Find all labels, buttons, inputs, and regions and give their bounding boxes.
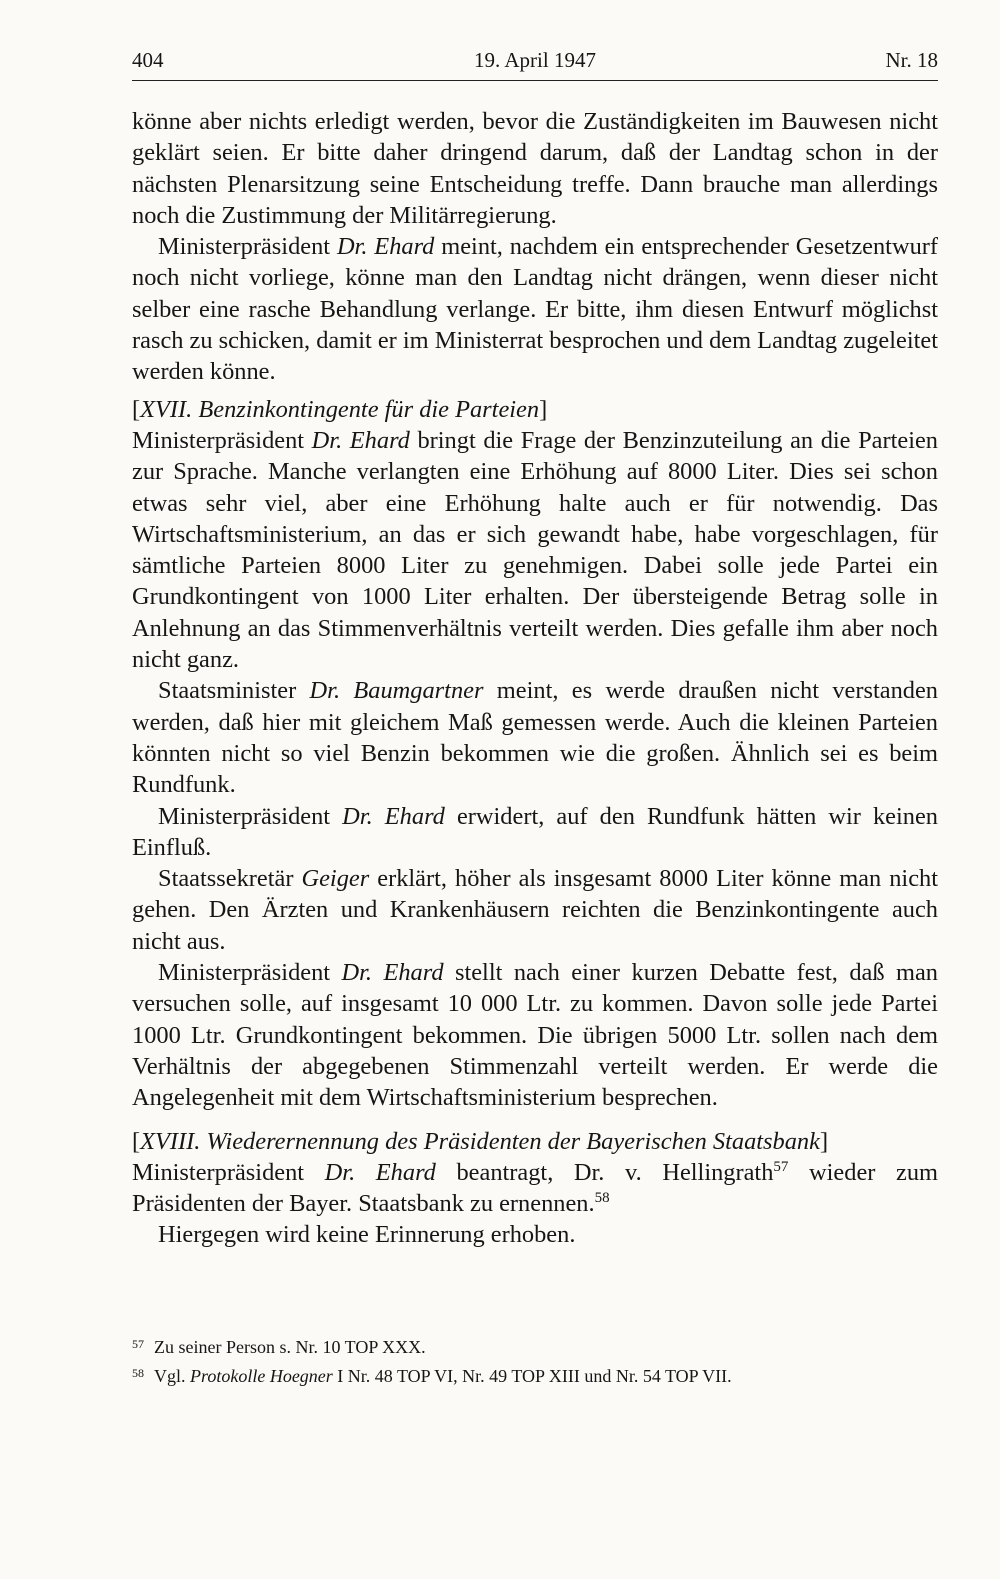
section-heading-xviii: [XVIII. Wiederernennung des Präsidenten der Bayerischen Staatsbank] [132,1127,829,1155]
paragraph: Ministerpräsident Dr. Ehard beantragt, Dr. v. Hellingrath$^{57}$ wieder zum Präsidenten der Bayer. Staatsbank zu ernennen.$^{58}$ [132,1158,938,1218]
paragraph: Staatsminister Dr. Baumgartner meint, es werde draußen nicht verstanden werden, daß hier mit gleichem Maß gemessen werde. Auch die kleinen Parteien könnten nicht so viel Benzin bekommen wie die großen. Ähnlich sei es beim Rundfunk. [132,677,939,799]
speaker-name: Dr. Ehard [311,426,410,454]
paragraph: Ministerpräsident Dr. Ehard erwidert, auf den Rundfunk hätten wir keinen Einfluß. [132,802,939,861]
issue-number: Nr. 18 [885,48,938,72]
paragraph: Ministerpräsident Dr. Ehard bringt die Frage der Benzinzuteilung an die Parteien zur Sprache. Manche verlangten eine Erhöhung auf 8000 Liter. Dies sei schon etwas sehr viel, aber eine Erhöhung halte auch er für notwendig. Das Wirtschaftsministerium, an das er sich gewandt habe, habe vorgeschlagen, für sämtliche Parteien 8000 Liter zu genehmigen. Dabei solle jede Partei ein Grundkontingent von 1000 Liter erhalten. Der übersteigende Betrag solle in Anlehnung an das Stimmenverhältnis verteilt werden. Dies gefalle ihm aber noch nicht ganz. [132,426,939,674]
footnote-57: $^{57}$ Zu seiner Person s. Nr. 10 TOP XXX. [132,1337,426,1357]
paragraph: Staatssekretär Geiger erklärt, höher als insgesamt 8000 Liter könne man nicht gehen. Den Ärzten und Krankenhäusern reichten die Benzinkontingente auch nicht aus. [132,865,938,955]
paragraph: Ministerpräsident Dr. Ehard meint, nachdem ein entsprechender Gesetzentwurf noch nicht vorliege, könne man den Landtag nicht drängen, wenn dieser nicht selber eine rasche Behandlung verlange. Er bitte, ihm diesen Entwurf möglichst rasch zu schicken, damit er im Ministerrat besprochen und dem Landtag zugeleitet werden könne. [132,233,939,386]
speaker-name: Dr. Ehard [324,1158,436,1186]
speaker-name: Dr. Ehard [342,802,445,830]
speaker-name: Geiger [301,865,370,893]
speaker-name: Dr. Baumgartner [309,677,484,705]
speaker-name: Dr. Ehard [336,233,435,261]
footnote-ref-57[interactable]: 57 [773,1158,789,1175]
footnotes [132,1331,938,1389]
header-date: 19. April 1947 [474,48,596,72]
paragraph: Hiergegen wird keine Erinnerung erhoben. [158,1221,576,1249]
running-header [132,44,938,81]
footnote-58: $^{58}$ Vgl. Protokolle Hoegner I Nr. 48 TOP VI, Nr. 49 TOP XIII und Nr. 54 TOP VII. [132,1366,732,1386]
section-heading-xvii: [XVII. Benzinkontingente für die Parteien] [132,395,548,423]
speaker-name: Dr. Ehard [341,959,444,987]
footnote-ref-58[interactable]: 58 [594,1190,610,1207]
paragraph: könne aber nichts erledigt werden, bevor die Zuständigkeiten im Bauwesen nicht geklärt seien. Er bitte daher dringend darum, daß der Landtag schon in der nächsten Plenarsitzung seine Entscheidung treffe. Dann brauche man allerdings noch die Zustimmung der Militärregierung. [132,108,938,229]
page-number: 404 [132,48,164,72]
body-text [132,106,938,1251]
paragraph: Ministerpräsident Dr. Ehard stellt nach einer kurzen Debatte fest, daß man versuchen solle, auf insgesamt 10 000 Ltr. zu kommen. Davon solle jede Partei 1000 Ltr. Grundkontingent bekommen. Die übrigen 5000 Ltr. sollen nach dem Verhältnis der abgegebenen Stimmenzahl verteilt werden. Er werde die Angelegenheit mit dem Wirtschaftsministerium besprechen. [132,959,938,1112]
